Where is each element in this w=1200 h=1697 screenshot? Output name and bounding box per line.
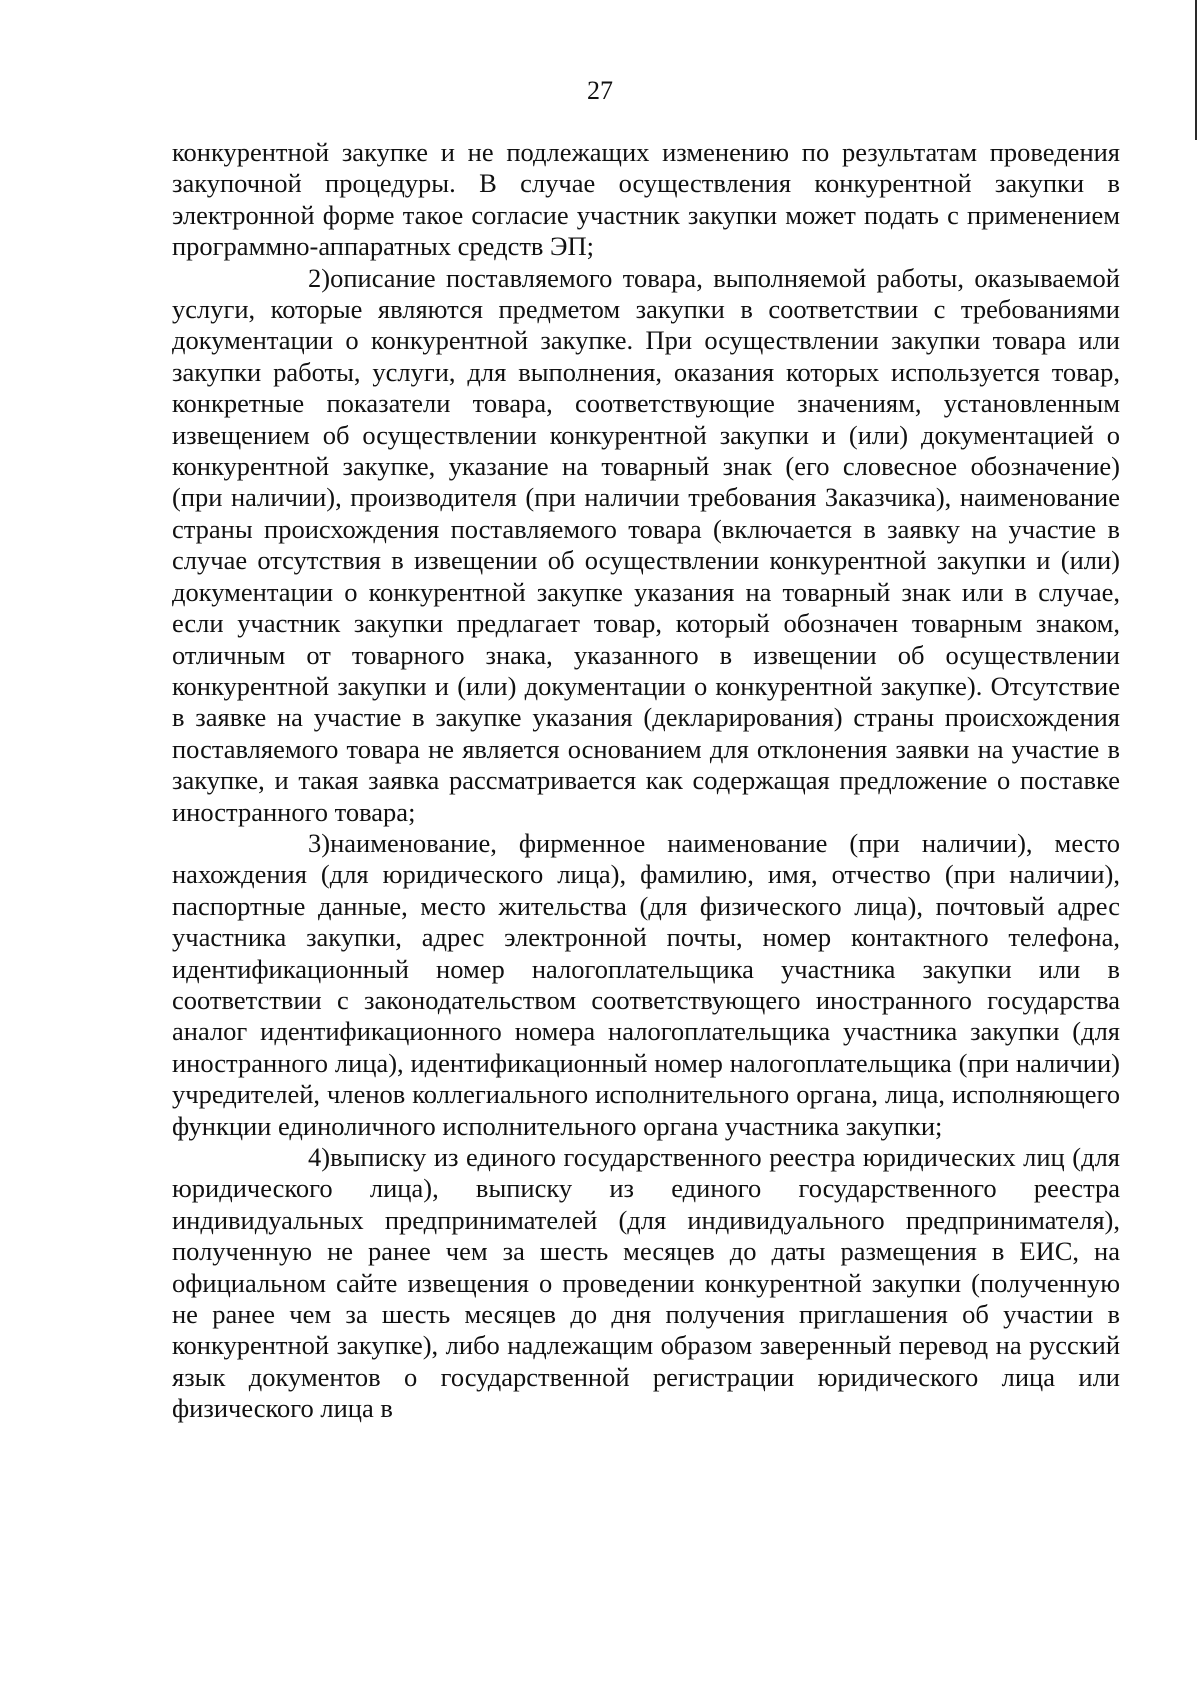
list-item-text: выписку из единого государственного реестра юридических лиц (для юридического лица), выписку из единого государственного реестра индивидуальных предпринимателей (для индивидуального предпринимателя), полученную не ранее чем за шесть месяцев до даты размещения в ЕИС, на официальном сайте извещения о проведении конкурентной закупки (полученную не ранее чем за шесть месяцев до дня получения приглашения об участии в конкурентной закупке), либо надлежащим образом заверенный перевод на русский язык документов о государственной регистрации юридического лица или физического лица в bbox=[172, 1142, 1120, 1424]
list-item-text: описание поставляемого товара, выполняемой работы, оказываемой услуги, которые являются предметом закупки в соответствии с требованиями документации о конкурентной закупке. При осуществлении закупки товара или закупки работы, услуги, для выполнения, оказания которых используется товар, конкретные показатели товара, соответствующие значениям, установленным извещением об осуществлении конкурентной закупки и (или) документацией о конкурентной закупке, указание на товарный знак (его словесное обозначение) (при наличии), производителя (при наличии требования Заказчика), наименование страны происхождения поставляемого товара (включается в заявку на участие в случае отсутствия в извещении об осуществлении конкурентной закупки и (или) документации о конкурентной закупке указания на товарный знак или в случае, если участник закупки предлагает товар, который обозначен товарным знаком, отличным от товарного знака, указанного в извещении об осуществлении конкурентной закупки и (или) документации о конкурентной закупке). Отсутствие в заявке на участие в закупке указания (декларирования) страны происхождения поставляемого товара не является основанием для отклонения заявки на участие в закупке, и такая заявка рассматривается как содержащая предложение о поставке иностранного товара; bbox=[172, 262, 1120, 827]
list-item-text: наименование, фирменное наименование (при наличии), место нахождения (для юридического лица), фамилию, имя, отчество (при наличии), паспортные данные, место жительства (для физического лица), почтовый адрес участника закупки, адрес электронной почты, номер контактного телефона, идентификационный номер налогоплательщика участника закупки или в соответствии с законодательством соответствующего иностранного государства аналог идентификационного номера налогоплательщика участника закупки (для иностранного лица), идентификационный номер налогоплательщика (при наличии) учредителей, членов коллегиального исполнительного органа, лица, исполняющего функции единоличного исполнительного органа участника закупки; bbox=[172, 827, 1120, 1141]
list-item-number: 2) bbox=[308, 262, 331, 293]
list-item-2 bbox=[172, 263, 1120, 828]
scan-edge-line bbox=[1195, 0, 1197, 140]
list-item-3 bbox=[172, 828, 1120, 1142]
paragraph-continuation bbox=[172, 137, 1120, 263]
list-item-number: 4) bbox=[308, 1142, 331, 1172]
page-number: 27 bbox=[587, 76, 613, 105]
list-item-number: 3) bbox=[308, 827, 331, 858]
paragraph-text: конкурентной закупке и не подлежащих изменению по результатам проведения закупочной процедуры. В случае осуществления конкурентной закупки в электронной форме такое согласие участник закупки может подать с применением программно-аппаратных средств ЭП; bbox=[172, 137, 1120, 262]
list-item-4 bbox=[172, 1142, 1120, 1425]
document-body bbox=[172, 137, 1120, 1425]
